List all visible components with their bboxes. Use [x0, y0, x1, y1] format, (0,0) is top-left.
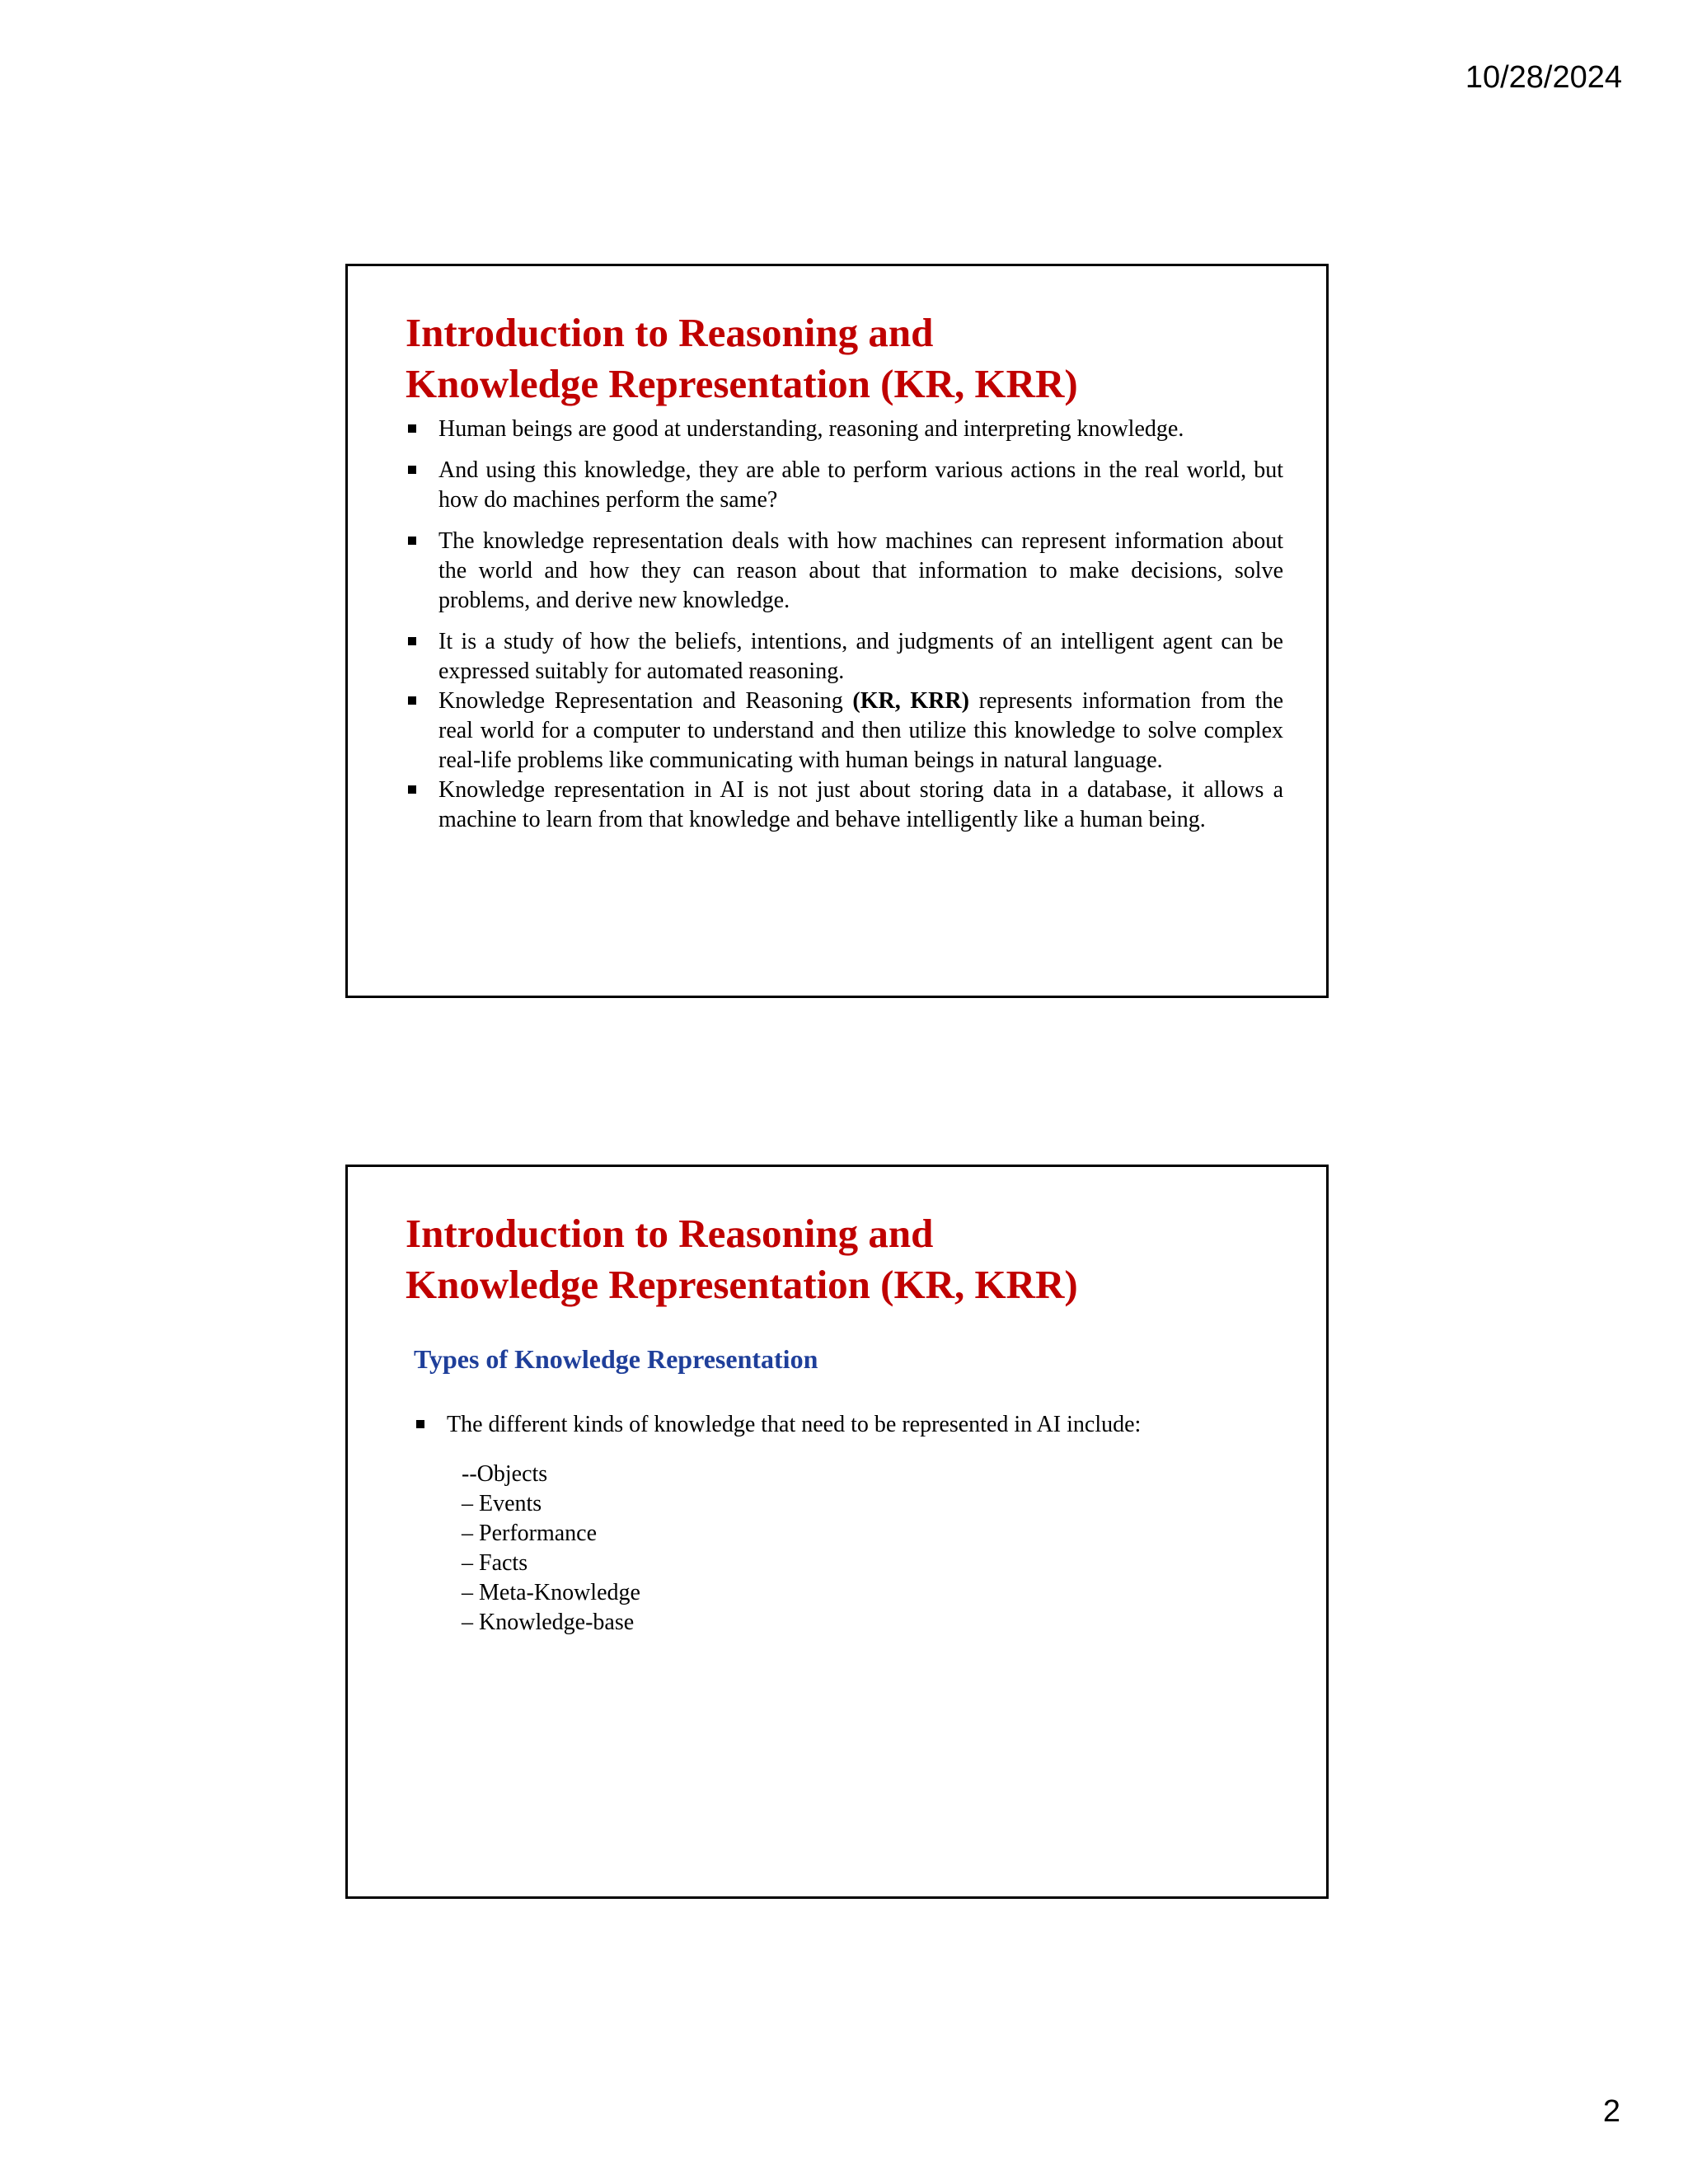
square-bullet-icon — [408, 466, 416, 474]
square-bullet-icon — [408, 637, 416, 645]
list-item: --Objects — [462, 1461, 548, 1487]
bullet-text: Human beings are good at understanding, reasoning and interpreting knowledge. — [438, 416, 1184, 442]
bullet-text: Knowledge representation in AI is not just about storing data in a database, it allows a machine to learn from that knowledge and behave intelligently like a human being. — [438, 777, 1283, 832]
square-bullet-icon — [408, 537, 416, 545]
bullet-text: The knowledge representation deals with how machines can represent information about the world and how they can reason about that information to make decisions, solve problems, and derive new knowledge. — [438, 528, 1283, 613]
list-item: – Facts — [462, 1550, 528, 1576]
bullet-item — [406, 456, 1283, 515]
square-bullet-icon — [408, 785, 416, 794]
bullet-item — [406, 776, 1283, 835]
bullet-text: It is a study of how the beliefs, intentions, and judgments of an intelligent agent can be expressed suitably for automated reasoning. — [438, 629, 1283, 684]
title-line-2: Knowledge Representation (KR, KRR) — [406, 1262, 1078, 1307]
bullet-text-bold: (KR, KRR) — [852, 688, 969, 714]
slide-title — [406, 307, 1078, 410]
section-subheading: Types of Knowledge Representation — [414, 1344, 818, 1374]
bullet-list — [406, 415, 1283, 835]
bullet-text: The different kinds of knowledge that need to be represented in AI include: — [447, 1412, 1142, 1437]
list-item: – Performance — [462, 1521, 598, 1546]
list-item: – Knowledge-base — [462, 1610, 635, 1635]
list-item: – Meta-Knowledge — [462, 1580, 640, 1605]
bullet-item — [406, 527, 1283, 616]
bullet-item — [414, 1410, 1271, 1440]
list-item: – Events — [462, 1491, 542, 1516]
page-number: 2 — [1602, 2094, 1620, 2129]
square-bullet-icon — [416, 1420, 424, 1428]
square-bullet-icon — [408, 696, 416, 705]
slide-title — [406, 1208, 1078, 1310]
title-line-2: Knowledge Representation (KR, KRR) — [406, 361, 1078, 406]
bullet-text-start: Knowledge Representation and Reasoning — [438, 688, 853, 714]
title-line-1: Introduction to Reasoning and — [406, 1211, 934, 1256]
bullet-text-end: represents information from the real world for a computer to understand and then utilize this knowledge to solve complex real-life problems like communicating with human beings in natural language. — [438, 688, 1284, 773]
bullet-text: And using this knowledge, they are able to perform various actions in the real world, but how do machines perform the same? — [438, 457, 1283, 513]
bullet-item — [406, 415, 1283, 444]
title-line-1: Introduction to Reasoning and — [406, 310, 934, 355]
slide-2 — [345, 1165, 1329, 1899]
bullet-item — [406, 687, 1283, 776]
square-bullet-icon — [408, 424, 416, 433]
knowledge-kinds-list — [462, 1460, 640, 1638]
slide-1 — [345, 264, 1329, 998]
bullet-item — [406, 627, 1283, 687]
page-date: 10/28/2024 — [1465, 60, 1622, 95]
